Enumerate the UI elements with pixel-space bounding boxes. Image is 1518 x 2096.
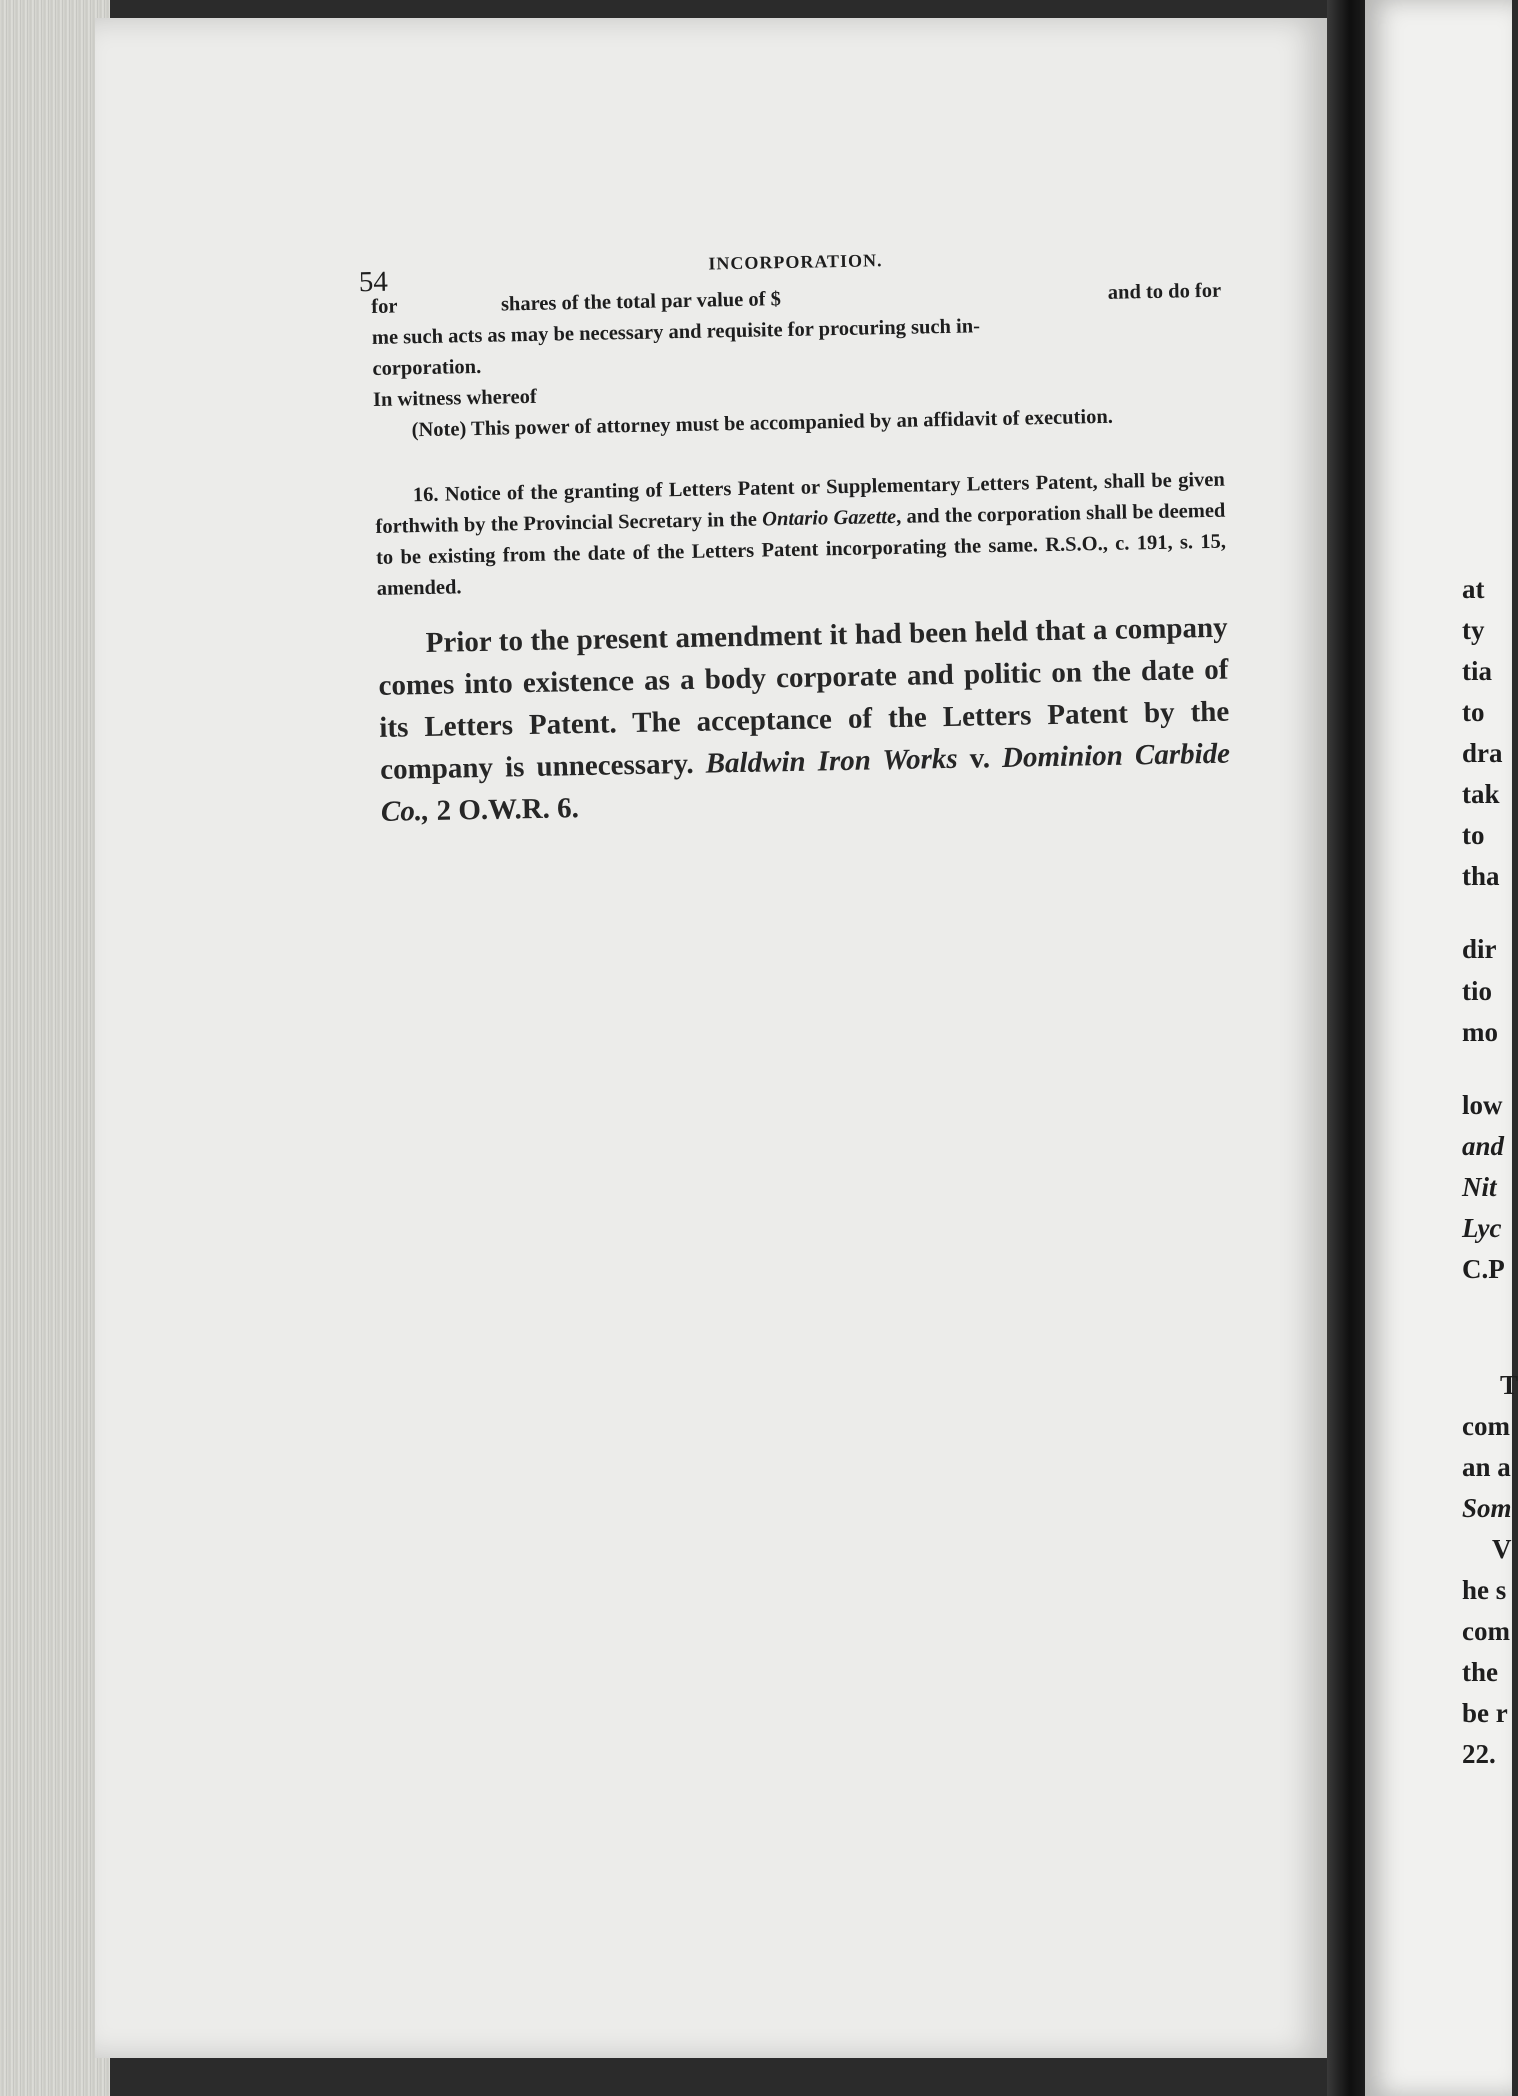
section-16-text-a: Notice of the granting of Letters Patent or Supplementary Letters Patent, shall be given forthwith by the Provincial Secretary in the [375,468,1225,538]
fragment: to [1462,697,1485,727]
fragment: low [1462,1090,1503,1120]
section-number: 16. [412,483,439,507]
case-citation: 2 O.W.R. 6. [429,792,580,827]
fragment: dir [1462,934,1497,964]
case-name-1: Baldwin Iron Works [705,742,958,780]
section-16-text-b: , and the corporation shall be deemed to be existing from the date of the Letters Patent incorporating the same. R.S.O., c. 191, s. 15, amended. [375,499,1227,600]
fragment: tia [1462,656,1492,686]
book-gutter [1327,0,1365,2096]
fragment: to [1462,820,1485,850]
page-number: 54 [358,265,389,299]
commentary-paragraph [377,607,1231,833]
fragment: at [1462,574,1485,604]
fragment: C.P [1462,1254,1505,1284]
form-shares: shares of the total par value of $ [500,288,782,316]
fragment: mo [1462,1017,1498,1047]
fragment: the [1462,1657,1498,1687]
fragment: tak [1462,779,1500,809]
fragment: he s [1462,1575,1507,1605]
fragment: 22. [1462,1739,1496,1769]
fragment: and [1462,1131,1505,1161]
fragment: Nit [1462,1172,1497,1202]
section-16 [375,465,1227,605]
right-page [1365,0,1512,2096]
fragment: tio [1462,976,1492,1006]
case-versus: v. [957,741,1003,775]
page-content [358,224,1231,833]
fragment: V [1492,1534,1512,1564]
fragment: com [1462,1411,1510,1441]
running-head: INCORPORATION. [708,250,883,274]
fragment: Som [1462,1493,1512,1523]
fragment: Lyc [1462,1213,1502,1243]
fragment: tha [1462,861,1500,891]
page-edges [0,0,110,2096]
case-name-2: Dominion Carbide Co., [380,737,1231,828]
form-line-3: corporation. [372,355,482,380]
form-line-2: me such acts as may be necessary and requisite for procuring such in- [371,315,981,349]
section-16-italic: Ontario Gazette [761,505,897,531]
form-do-for: and to do for [1107,279,1222,304]
commentary-text: Prior to the present amendment it had been held that a company comes into existence as a body corporate and politic on the date of its Letters Patent. The acceptance of the Letters Patent by the company is unnecessary. [378,611,1230,786]
form-note: (Note) This power of attorney must be accompanied by an affidavit of execution. [411,405,1114,442]
fragment: dra [1462,738,1503,768]
fragment: ty [1462,615,1485,645]
fragment: an a [1462,1452,1511,1482]
fragment: T [1500,1370,1518,1400]
form-witness: In witness whereof [372,385,537,411]
fragment: be r [1462,1698,1508,1728]
fragment: com [1462,1616,1510,1646]
form-for: for [371,295,398,318]
